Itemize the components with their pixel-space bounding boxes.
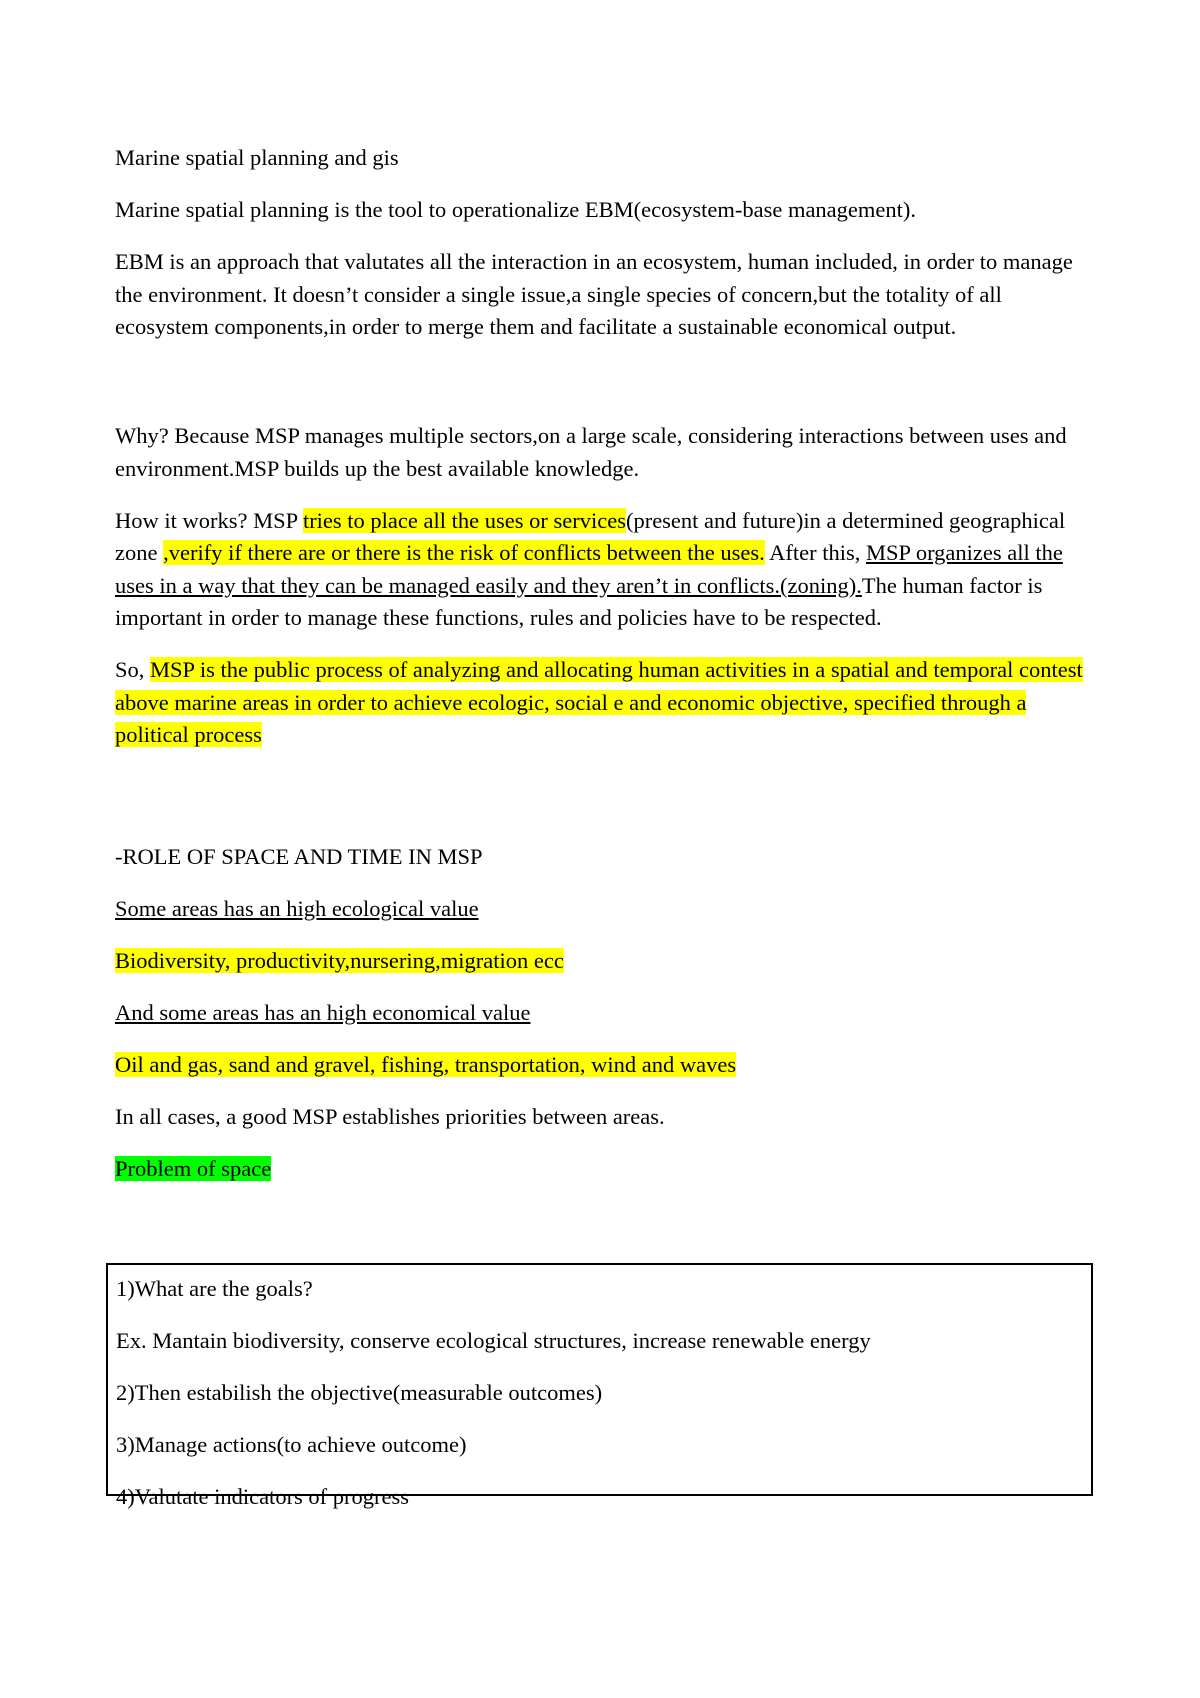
- ecological-list: Biodiversity, productivity,nursering,migration ecc: [115, 948, 564, 973]
- how-middle-1: (present and future)in a determined geographical zone: [115, 507, 1066, 565]
- step-item: 4)Valutate indicators of progress: [116, 1484, 410, 1509]
- spacer: [115, 1205, 1095, 1263]
- how-underlined: MSP organizes all the uses in a way that they can be managed easily and they aren’t in conflicts.(zoning).: [115, 540, 1063, 598]
- how-tail: The human factor is important in order to manage these functions, rules and policies have to be respected.: [115, 572, 1043, 630]
- economical-list: Oil and gas, sand and gravel, fishing, transportation, wind and waves: [115, 1052, 737, 1077]
- spacer: [115, 771, 1095, 841]
- why-paragraph: Why? Because MSP manages multiple sectors,on a large scale, considering interactions between uses and environment.MSP builds up the best available knowledge.: [115, 423, 1067, 481]
- steps-box: [106, 1263, 1093, 1509]
- how-middle-2: After this,: [764, 540, 867, 565]
- step-item: 2)Then estabilish the objective(measurable outcomes): [116, 1380, 603, 1405]
- priorities-line: In all cases, a good MSP establishes priorities between areas.: [115, 1104, 665, 1129]
- step-item: Ex. Mantain biodiversity, conserve ecological structures, increase renewable energy: [116, 1328, 871, 1353]
- economical-value-line: [115, 997, 1095, 1030]
- so-lead: So,: [115, 657, 151, 682]
- how-paragraph: [115, 505, 1095, 635]
- document-title: Marine spatial planning and gis: [115, 145, 399, 170]
- role-heading: -ROLE OF SPACE AND TIME IN MSP: [115, 844, 483, 869]
- economical-value: And some areas has an high economical value: [115, 1000, 531, 1025]
- document-body: [115, 142, 1095, 1509]
- how-highlight-1: tries to place all the uses or services: [302, 507, 626, 533]
- spacer: [115, 363, 1095, 420]
- step-item: 3)Manage actions(to achieve outcome): [116, 1432, 467, 1457]
- ecological-list-line: [115, 945, 1095, 978]
- problem-line: [115, 1153, 1095, 1186]
- problem-of-space: Problem of space: [115, 1156, 272, 1181]
- how-highlight-2: ,verify if there are or there is the risk of conflicts between the uses.: [163, 540, 765, 565]
- ebm-paragraph: EBM is an approach that valutates all the interaction in an ecosystem, human included, in order to manage the environment. It doesn’t consider a single issue,a single species of concern,but the totality of all ecosystem components,in order to merge them and facilitate a sustainable economical output.: [115, 249, 1073, 339]
- how-lead: How it works? MSP: [115, 507, 303, 533]
- so-paragraph: [115, 654, 1095, 752]
- step-item: 1)What are the goals?: [116, 1276, 313, 1301]
- economical-list-line: [115, 1049, 1095, 1082]
- intro-paragraph: Marine spatial planning is the tool to operationalize EBM(ecosystem-base management).: [115, 197, 917, 222]
- ecological-value-line: [115, 893, 1095, 926]
- ecological-value: Some areas has an high ecological value: [115, 896, 479, 921]
- so-highlight: MSP is the public process of analyzing and allocating human activities in a spatial and temporal contest above marine areas in order to achieve ecologic, social e and economic objective, specified through a political process: [115, 657, 1083, 747]
